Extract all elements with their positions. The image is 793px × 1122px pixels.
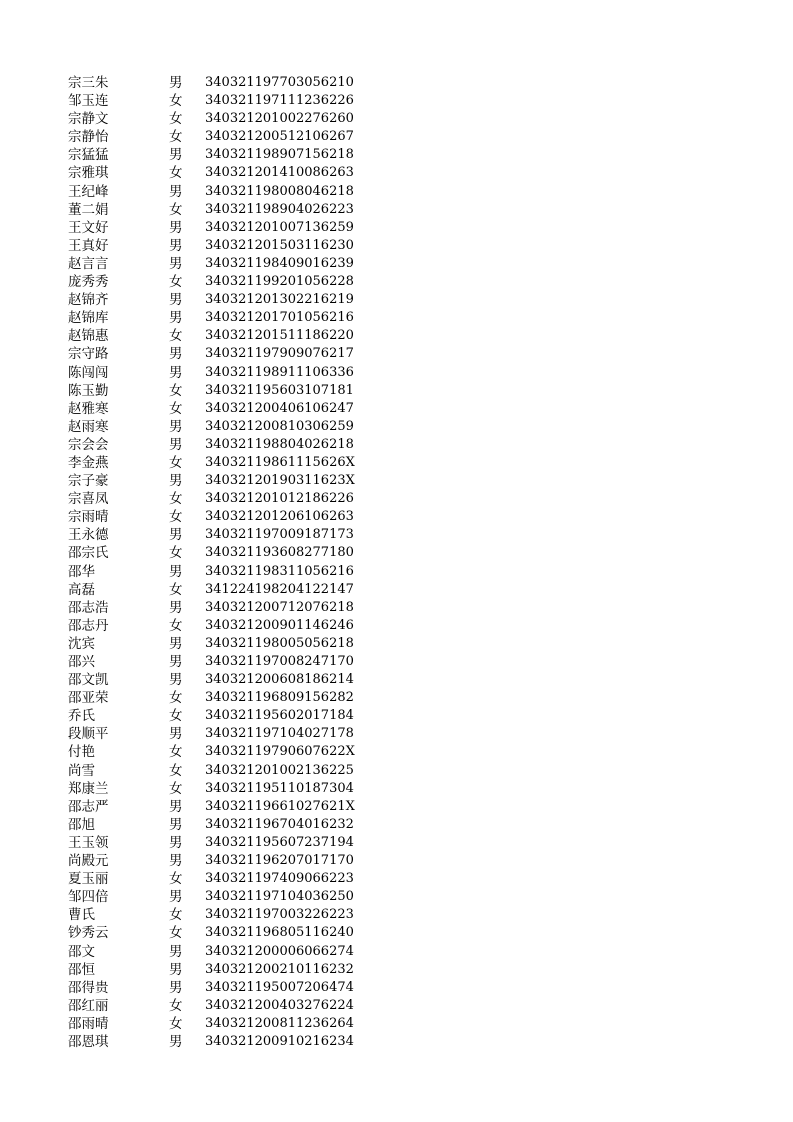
person-id-number: 340321197104027178 [205,726,354,742]
person-id-number: 341224198204122147 [205,581,354,597]
list-item [68,74,368,92]
list-item [68,997,368,1015]
person-name: 邵文凯 [68,672,109,689]
person-name: 邵亚荣 [68,690,109,707]
person-gender: 男 [169,726,183,743]
person-id-number: 340321201302216219 [205,292,354,308]
person-name: 邵恒 [68,961,95,978]
person-name: 邵恩琪 [68,1033,109,1050]
person-name: 宗子豪 [68,473,109,490]
person-id-number: 340321201002136225 [205,762,354,778]
person-gender: 女 [169,1015,183,1032]
list-item [68,563,368,581]
list-item [68,508,368,526]
list-item [68,327,368,345]
person-id-number: 340321200810306259 [205,418,354,434]
list-item [68,490,368,508]
person-id-number: 340321200406106247 [205,400,354,416]
person-name: 尚殿元 [68,853,109,870]
list-item [68,273,368,291]
person-id-number: 340321197104036250 [205,889,354,905]
person-gender: 男 [169,563,183,580]
person-id-number: 340321200006066274 [205,943,354,959]
person-gender: 女 [169,509,183,526]
person-id-number: 340321198804026218 [205,436,354,452]
person-id-number: 340321196704016232 [205,816,354,832]
person-name: 乔氏 [68,708,95,725]
person-gender: 男 [169,364,183,381]
person-name: 王玉领 [68,834,109,851]
list-item [68,436,368,454]
person-name: 邵文 [68,943,95,960]
person-name: 段顺平 [68,726,109,743]
person-id-number: 340321198311056216 [205,563,354,579]
list-item [68,255,368,273]
person-name: 邵兴 [68,654,95,670]
person-name: 沈宾 [68,635,95,652]
person-gender: 男 [169,672,183,689]
person-name: 赵锦齐 [68,292,109,309]
person-id-number: 340321201511186220 [205,328,354,344]
person-gender: 女 [169,708,183,725]
person-gender: 男 [169,834,183,851]
person-gender: 男 [169,654,183,670]
person-gender: 男 [169,346,183,363]
list-item [68,291,368,309]
person-name: 宗雅琪 [68,165,109,182]
person-id-number: 340321197009187173 [205,527,354,543]
list-item [68,780,368,798]
person-name: 王真好 [68,237,109,254]
list-item [68,852,368,870]
person-name: 宗猛猛 [68,147,109,164]
list-item [68,635,368,653]
person-id-number: 340321199201056228 [205,274,354,290]
person-name: 陈闯闯 [68,364,109,381]
person-id-number: 340321195602017184 [205,708,354,724]
list-item [68,888,368,906]
person-gender: 女 [169,165,183,182]
person-id-number: 340321195607237194 [205,834,354,850]
person-id-number: 340321198008046218 [205,183,354,199]
person-gender: 男 [169,292,183,309]
person-name: 钞秀云 [68,925,109,942]
list-item [68,92,368,110]
list-item [68,219,368,237]
person-gender: 女 [169,871,183,888]
person-gender: 女 [169,780,183,797]
person-gender: 女 [169,545,183,562]
list-item [68,526,368,544]
list-item [68,237,368,255]
list-item [68,762,368,780]
person-id-number: 34032119790607622X [205,744,355,760]
list-item [68,454,368,472]
list-item [68,1015,368,1033]
person-name: 邵志丹 [68,617,109,634]
person-id-number: 340321200512106267 [205,129,354,145]
person-name: 王纪峰 [68,183,109,200]
person-id-number: 340321201701056216 [205,310,354,326]
person-id-number: 340321201012186226 [205,491,354,507]
person-gender: 女 [169,491,183,508]
person-name: 邵红丽 [68,997,109,1014]
list-item [68,110,368,128]
person-name: 邹四倍 [68,889,109,906]
list-item [68,345,368,363]
person-gender: 女 [169,274,183,291]
person-id-number: 340321198907156218 [205,147,354,163]
person-id-number: 340321200403276224 [205,997,354,1013]
list-item [68,961,368,979]
list-item [68,816,368,834]
person-list [68,74,368,1051]
person-gender: 男 [169,436,183,453]
person-id-number: 34032120190311623X [205,473,355,489]
person-gender: 女 [169,744,183,761]
person-id-number: 340321197111236226 [205,93,354,109]
person-gender: 女 [169,129,183,146]
list-item [68,544,368,562]
person-name: 郑康兰 [68,780,109,797]
person-gender: 女 [169,201,183,218]
person-gender: 女 [169,690,183,707]
person-gender: 男 [169,816,183,833]
person-name: 赵雅寒 [68,400,109,417]
list-item [68,671,368,689]
person-name: 宗守路 [68,346,109,363]
list-item [68,979,368,997]
person-gender: 女 [169,400,183,417]
person-gender: 男 [169,853,183,870]
person-id-number: 340321198904026223 [205,201,354,217]
person-id-number: 340321193608277180 [205,545,354,561]
person-name: 陈玉勤 [68,382,109,399]
person-name: 赵锦惠 [68,328,109,345]
person-id-number: 340321196805116240 [205,925,354,941]
person-gender: 女 [169,111,183,128]
person-id-number: 340321198005056218 [205,635,354,651]
person-id-number: 340321196809156282 [205,690,354,706]
list-item [68,1033,368,1051]
list-item [68,400,368,418]
person-gender: 男 [169,310,183,327]
person-gender: 女 [169,617,183,634]
person-gender: 男 [169,889,183,906]
person-id-number: 340321201410086263 [205,165,354,181]
list-item [68,725,368,743]
person-name: 宗静文 [68,111,109,128]
person-gender: 女 [169,581,183,598]
person-gender: 男 [169,527,183,544]
person-id-number: 340321195007206474 [205,979,354,995]
person-id-number: 340321197909076217 [205,346,354,362]
person-name: 邵雨晴 [68,1015,109,1032]
person-id-number: 340321198911106336 [205,364,354,380]
person-name: 邵志严 [68,798,109,815]
person-name: 邵华 [68,563,95,580]
person-gender: 女 [169,762,183,779]
person-name: 宗会会 [68,436,109,453]
list-item [68,183,368,201]
person-id-number: 340321201503116230 [205,237,354,253]
person-name: 尚雪 [68,762,95,779]
person-id-number: 340321200608186214 [205,672,354,688]
list-item [68,309,368,327]
person-gender: 男 [169,961,183,978]
list-item [68,382,368,400]
person-name: 宗三朱 [68,75,109,91]
list-item [68,653,368,671]
list-item [68,617,368,635]
person-name: 宗雨晴 [68,509,109,526]
person-id-number: 340321197008247170 [205,654,354,669]
person-gender: 男 [169,473,183,490]
list-item [68,599,368,617]
person-gender: 男 [169,798,183,815]
person-gender: 男 [169,147,183,164]
person-id-number: 34032119861115626X [205,454,355,470]
person-gender: 男 [169,979,183,996]
person-id-number: 340321197409066223 [205,871,354,887]
person-gender: 女 [169,925,183,942]
list-item [68,870,368,888]
person-name: 曹氏 [68,907,95,924]
list-item [68,924,368,942]
person-name: 邵旭 [68,816,95,833]
person-gender: 女 [169,93,183,110]
person-name: 付艳 [68,744,95,761]
person-id-number: 340321197703056210 [205,75,354,90]
person-id-number: 340321195603107181 [205,382,354,398]
list-item [68,364,368,382]
person-name: 赵雨寒 [68,418,109,435]
person-gender: 女 [169,382,183,399]
person-id-number: 340321200901146246 [205,617,354,633]
person-id-number: 340321197003226223 [205,907,354,923]
list-item [68,164,368,182]
person-gender: 男 [169,255,183,272]
list-item [68,146,368,164]
person-name: 邵宗氏 [68,545,109,562]
list-item [68,472,368,490]
person-gender: 男 [169,219,183,236]
person-gender: 男 [169,418,183,435]
person-name: 庞秀秀 [68,274,109,291]
person-id-number: 340321200210116232 [205,961,354,977]
list-item [68,128,368,146]
person-gender: 女 [169,907,183,924]
person-id-number: 340321201206106263 [205,509,354,525]
person-id-number: 340321196207017170 [205,853,354,869]
list-item [68,798,368,816]
person-id-number: 340321198409016239 [205,255,354,271]
person-name: 王永德 [68,527,109,544]
person-id-number: 340321195110187304 [205,780,354,796]
list-item [68,743,368,761]
person-id-number: 340321200811236264 [205,1015,354,1031]
person-gender: 男 [169,635,183,652]
list-item [68,581,368,599]
person-gender: 女 [169,454,183,471]
person-gender: 男 [169,1033,183,1050]
person-id-number: 340321201002276260 [205,111,354,127]
person-name: 宗静怡 [68,129,109,146]
person-gender: 女 [169,997,183,1014]
person-name: 邹玉连 [68,93,109,110]
person-gender: 男 [169,75,183,91]
person-name: 邵志浩 [68,599,109,616]
person-gender: 男 [169,237,183,254]
person-id-number: 340321201007136259 [205,219,354,235]
list-item [68,834,368,852]
list-item [68,418,368,436]
person-gender: 女 [169,328,183,345]
person-id-number: 34032119661027621X [205,798,355,814]
list-item [68,943,368,961]
list-item [68,689,368,707]
list-item [68,707,368,725]
person-gender: 男 [169,599,183,616]
person-name: 邵得贵 [68,979,109,996]
person-name: 董二娟 [68,201,109,218]
person-name: 夏玉丽 [68,871,109,888]
person-name: 赵锦库 [68,310,109,327]
list-item [68,906,368,924]
person-name: 李金燕 [68,454,109,471]
person-name: 赵言言 [68,255,109,272]
list-item [68,201,368,219]
person-gender: 男 [169,183,183,200]
person-name: 高磊 [68,581,95,598]
person-name: 王文好 [68,219,109,236]
person-gender: 男 [169,943,183,960]
person-id-number: 340321200910216234 [205,1033,354,1049]
person-name: 宗喜凤 [68,491,109,508]
person-id-number: 340321200712076218 [205,599,354,615]
